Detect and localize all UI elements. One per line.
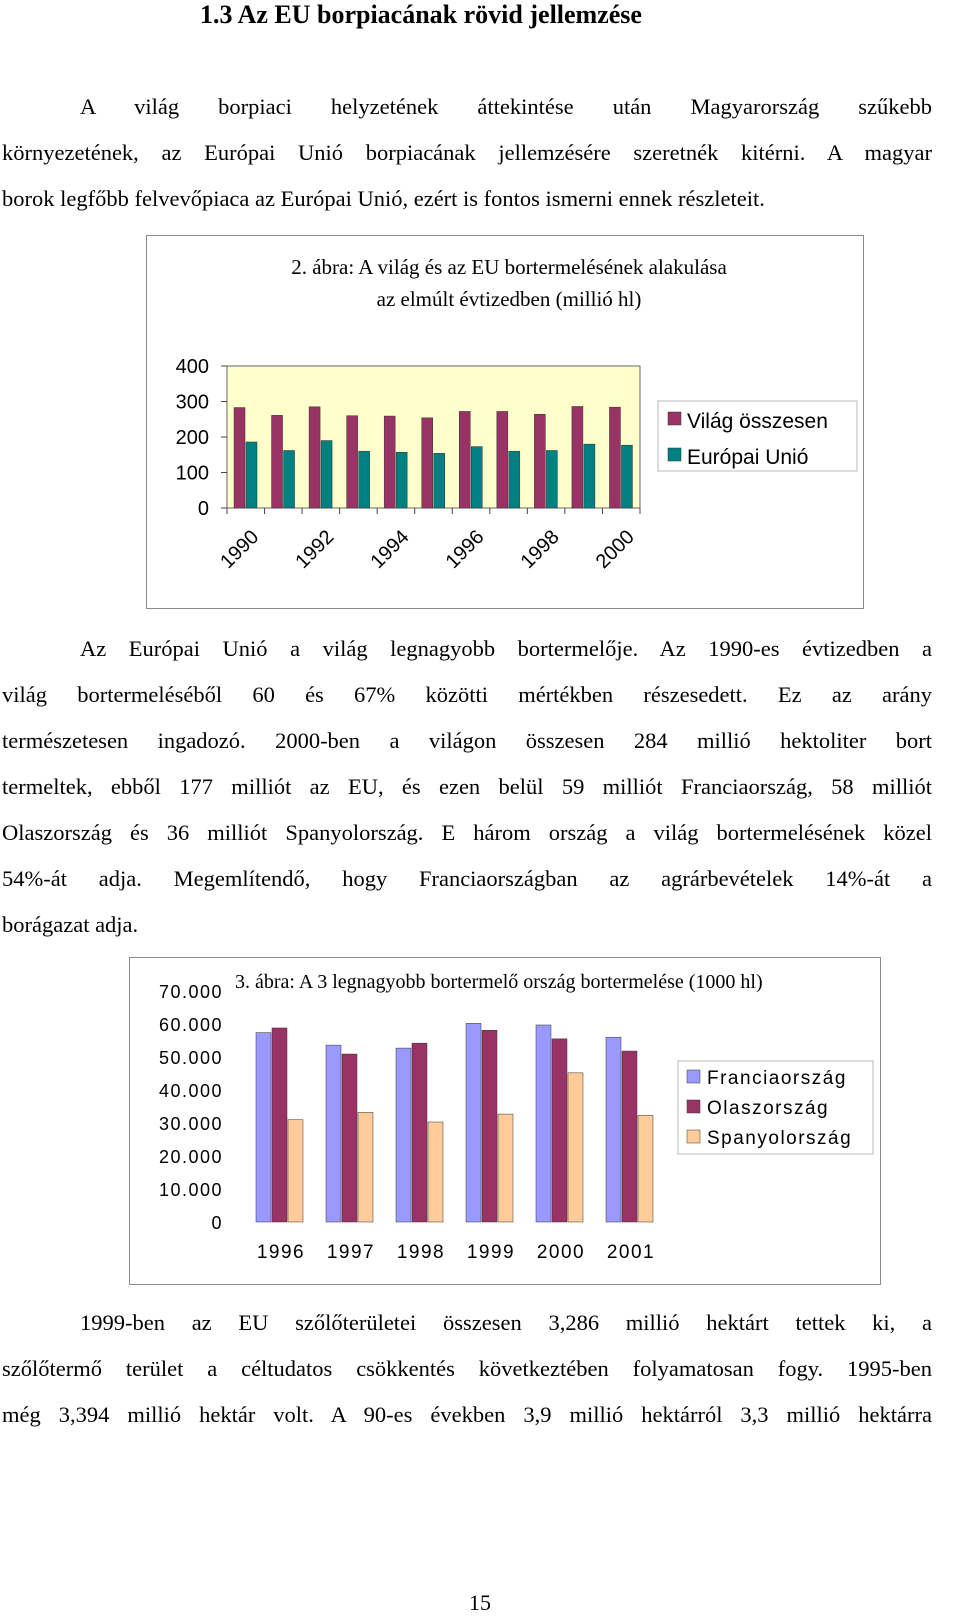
bar [434,453,445,508]
legend-label-spain: Spanyolország [707,1128,853,1149]
bar [606,1037,621,1222]
x-tick-label: 2001 [606,1242,656,1263]
section-heading: 1.3 Az EU borpiacának rövid jellemzése [200,0,642,29]
bar [498,1114,513,1222]
x-tick-label: 1996 [441,525,489,574]
bar [396,452,407,508]
x-tick-label: 1992 [291,525,339,574]
bar [246,442,257,508]
bar [358,1112,373,1222]
chart-world-eu-svg [147,236,863,608]
chart-top3-svg [130,958,880,1284]
bar [459,411,470,508]
paragraph-line: Az Európai Unió a világ legnagyobb bortermelője. Az 1990-es évtizedben a [80,636,932,661]
chart-top3-production [129,957,881,1285]
bar [568,1073,583,1222]
legend-label-france: Franciaország [707,1068,847,1089]
y-tick-label: 0 [197,498,209,520]
y-tick-label: 40.000 [158,1081,223,1101]
y-tick-label: 60.000 [158,1015,223,1035]
paragraph-line: 1999-ben az EU szőlőterületei összesen 3,286 millió hektárt tettek ki, a [80,1310,932,1335]
bar [326,1045,341,1222]
x-tick-label: 1996 [256,1242,306,1263]
closing-paragraph [2,1300,932,1438]
y-tick-label: 0 [211,1213,223,1233]
paragraph-line: termeltek, ebből 177 milliót az EU, és ezen belül 59 milliót Franciaország, 58 milliót [2,774,932,799]
page-number: 15 [469,1590,491,1615]
bar [284,450,295,508]
y-tick-label: 50.000 [158,1048,223,1068]
bar [384,416,395,508]
x-tick-label: 1990 [216,525,264,574]
legend-swatch-spain [687,1130,700,1143]
legend-swatch-france [687,1070,700,1083]
y-tick-label: 30.000 [158,1114,223,1134]
y-tick-label: 100 [175,462,209,485]
bar [638,1115,653,1222]
paragraph-line: borok legfőbb felvevőpiaca az Európai Unió, ezért is fontos ismerni ennek részleteit. [2,186,765,211]
bar [471,447,482,508]
bar [609,407,620,508]
y-tick-label: 200 [175,427,209,449]
body-paragraph [2,626,932,948]
legend-label-italy: Olaszország [707,1098,830,1119]
bar [428,1122,443,1222]
legend-swatch-world [668,412,681,425]
x-tick-label: 1999 [466,1242,516,1263]
x-tick-label: 2000 [591,525,639,574]
bar [552,1039,567,1222]
legend-swatch-italy [687,1100,700,1113]
y-tick-label: 400 [175,356,209,378]
bar [321,441,332,508]
bar [621,445,632,508]
x-tick-label: 1998 [516,525,564,574]
bar [342,1054,357,1222]
y-tick-label: 20.000 [158,1147,223,1167]
bar [412,1043,427,1222]
bar [534,414,545,508]
x-tick-label: 1997 [326,1242,376,1263]
legend-swatch-eu [668,448,681,461]
legend-label-eu: Európai Unió [687,446,809,469]
paragraph-line: A világ borpiaci helyzetének áttekintése után Magyarország szűkebb [80,94,932,119]
bar [272,1028,287,1222]
chart-title-line: az elmúlt évtizedben (millió hl) [376,287,642,311]
bar [572,406,583,508]
paragraph-line: természetesen ingadozó. 2000-ben a világon összesen 284 millió hektoliter bort [2,728,932,753]
paragraph-line: környezetének, az Európai Unió borpiacának jellemzésére szeretnék kitérni. A magyar [2,140,932,165]
bar [622,1051,637,1222]
paragraph-line: szőlőtermő terület a céltudatos csökkentés következtében folyamatosan fogy. 1995-ben [2,1356,932,1381]
bar [509,451,520,508]
y-tick-label: 300 [175,391,209,414]
bar [497,411,508,508]
bar [256,1033,271,1222]
bar [288,1120,303,1222]
bar [234,408,245,508]
intro-paragraph [2,84,932,222]
x-tick-label: 1998 [396,1242,446,1263]
paragraph-line: borágazat adja. [2,912,139,937]
paragraph-line: Olaszország és 36 milliót Spanyolország. E három ország a világ bortermelésének közel [2,820,932,845]
y-tick-label: 70.000 [158,982,223,1002]
bar [482,1030,497,1222]
chart-title: 3. ábra: A 3 legnagyobb bortermelő ország bortermelése (1000 hl) [235,971,763,993]
bar [347,416,358,508]
bar [272,415,283,508]
x-tick-label: 1994 [366,525,414,574]
bar [396,1048,411,1222]
paragraph-line: még 3,394 millió hektár volt. A 90-es években 3,9 millió hektárról 3,3 millió hektárra [2,1402,932,1427]
bar [466,1023,481,1222]
bar [359,451,370,508]
bar [536,1025,551,1222]
bar [546,450,557,508]
bar [309,407,320,508]
chart-world-eu-production [146,235,864,609]
bar [584,444,595,508]
y-tick-label: 10.000 [158,1180,223,1200]
paragraph-line: 54%-át adja. Megemlítendő, hogy Franciaországban az agrárbevételek 14%-át a [2,866,932,891]
paragraph-line: világ bortermeléséből 60 és 67% közötti mértékben részesedett. Ez az arány [2,682,932,707]
bar [422,418,433,508]
chart-title-line: 2. ábra: A világ és az EU bortermelésének alakulása [291,255,727,279]
x-tick-label: 2000 [536,1242,586,1263]
legend-label-world: Világ összesen [687,410,828,433]
